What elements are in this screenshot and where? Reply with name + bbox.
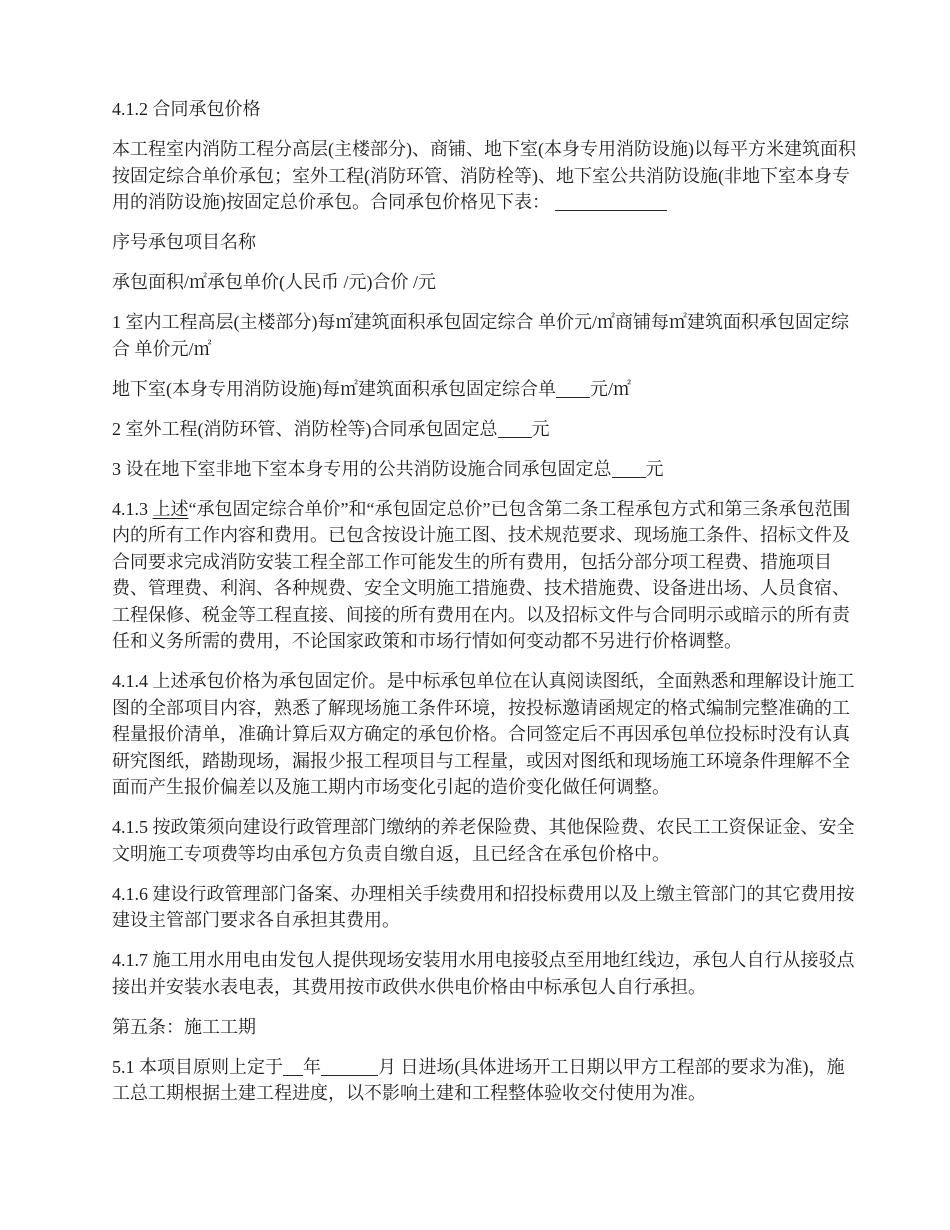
text-run: 4.1.7 施工用水用电由发包人提供现场安装用水用电接驳点至用地红线边，承包人自行从接驳点接出并安装水表电表，其费用按市政供水供电价格由中标承包人自行承担。 bbox=[112, 950, 855, 997]
text-run: 4.1.5 按政策须向建设行政管理部门缴纳的养老保险费、其他保险费、农民工工资保证金、安全文明施工专项费等均由承包方负责自缴自返，且已经含在承包价格中。 bbox=[112, 817, 855, 864]
clause-4-1-4 bbox=[112, 668, 860, 801]
text-run: 第五条：施工工期 bbox=[112, 1016, 256, 1037]
text-run: “承包固定综合单价”和“承包固定总价”已包含第二条工程承包方式和第三条承包范围内的所有工作内容和费用。已包含按设计施工图、技术规范要求、现场施工条件、招标文件及合同要求完成消防安装工程全部工作可能发生的所有费用，包括分部分项工程费、措施项目费、管理费、利润、各种规费、安全文明施工措施费、技术措施费、设备进出场、人员食宿、工程保修、税金等工程直接、间接的所有费用在内。以及招标文件与合同明示或暗示的所有责任和义务所需的费用，不论国家政策和市场行情如何变动都不另进行价格调整。 bbox=[112, 498, 851, 651]
item-1-basement bbox=[112, 376, 860, 403]
clause-5-1 bbox=[112, 1054, 860, 1107]
fill-in-blank-line bbox=[498, 421, 532, 438]
clause-4-1-5 bbox=[112, 814, 860, 867]
text-run: 3 设在地下室非地下室本身专用的公共消防设施合同承包固定总 bbox=[112, 458, 612, 479]
text-run: 上述 bbox=[152, 498, 189, 519]
clause-4-1-6 bbox=[112, 881, 860, 934]
table-header-area-price bbox=[112, 269, 860, 296]
text-run: 本工程室内消防工程分高层(主楼部分)、商铺、地下室(本身专用消防设施)以每平方米建筑面积按固定综合单价承包；室外工程(消防环管、消防栓等)、地下室公共消防设施(非地下室本身专用的消防设施)按固定总价承包。合同承包价格见下表： bbox=[112, 139, 856, 212]
clause-4-1-7 bbox=[112, 947, 860, 1000]
item-1-indoor-highrise bbox=[112, 309, 860, 362]
text-run: 4.1.6 建设行政管理部门备案、办理相关手续费用和招投标费用以及上缴主管部门的其它费用按建设主管部门要求各自承担其费用。 bbox=[112, 883, 855, 930]
para-4-1-2-body bbox=[112, 136, 860, 216]
text-run: 1 室内工程高层(主楼部分)每㎡建筑面积承包固定综合 单价元/㎡商铺每㎡建筑面积承包固定综合 单价元/㎡ bbox=[112, 312, 849, 359]
text-run: 序号承包项目名称 bbox=[112, 232, 256, 252]
text-run: 地下室(本身专用消防设施)每㎡建筑面积承包固定综合单 bbox=[112, 378, 556, 399]
item-2-outdoor bbox=[112, 416, 860, 443]
heading-article-5 bbox=[112, 1014, 860, 1041]
text-run: 4.1.4 上述承包价格为承包固定价。是中标承包单位在认真阅读图纸，全面熟悉和理解设计施工图的全部项目内容，熟悉了解现场施工条件环境，按投标邀请函规定的格式编制完整准确的工程量报价清单，准确计算后双方确定的承包价格。合同签定后不再因承包单位投标时没有认真研究图纸，踏勘现场，漏报少报工程项目与工程量，或因对图纸和现场施工环境条件理解不全面而产生报价偏差以及施工期内市场变化引起的造价变化做任何调整。 bbox=[112, 671, 855, 797]
text-run: 4.1.2 合同承包价格 bbox=[112, 99, 261, 119]
fill-in-blank-line bbox=[556, 381, 590, 398]
item-3-public-basement bbox=[112, 456, 860, 483]
text-run: 年 bbox=[303, 1056, 321, 1077]
fill-in-blank-line bbox=[555, 194, 667, 211]
text-run: 元 bbox=[645, 458, 664, 479]
document-body bbox=[112, 96, 860, 1107]
text-run: 元 bbox=[531, 418, 550, 439]
text-run: 承包面积/㎡承包单价(人民币 /元)合价 /元 bbox=[112, 272, 436, 292]
fill-in-blank-line bbox=[612, 461, 646, 478]
text-run: 月 日进场(具体进场开工日期以甲方工程部的要求为准)，施工总工期根据土建工程进度，以不影响土建和工程整体验收交付使用为准。 bbox=[112, 1056, 845, 1103]
text-run: 5.1 本项目原则上定于 bbox=[112, 1056, 283, 1077]
text-run: 2 室外工程(消防环管、消防栓等)合同承包固定总 bbox=[112, 418, 498, 439]
clause-4-1-3 bbox=[112, 496, 860, 655]
table-header-seq-name bbox=[112, 229, 860, 256]
fill-in-blank-line bbox=[321, 1059, 378, 1076]
text-run: 元/㎡ bbox=[590, 378, 632, 399]
heading-4-1-2 bbox=[112, 96, 860, 123]
text-run: 4.1.3 bbox=[112, 498, 153, 519]
fill-in-blank-line bbox=[283, 1059, 303, 1076]
